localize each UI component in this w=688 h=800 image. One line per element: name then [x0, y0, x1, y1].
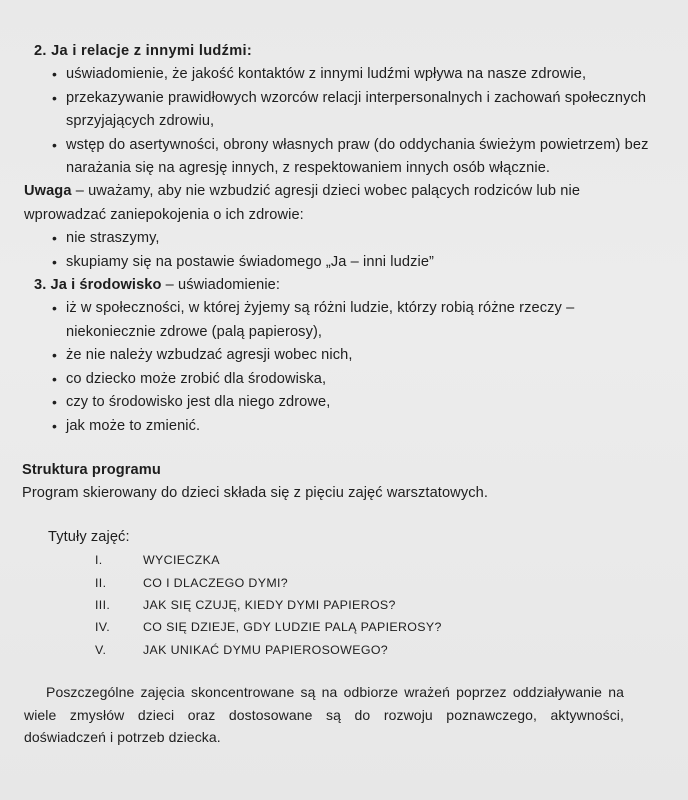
section-3-title: 3. Ja i środowisko	[34, 277, 162, 294]
roman-numeral: III.	[95, 597, 111, 612]
note-list	[14, 227, 664, 274]
note-text: – uważamy, aby nie wzbudzić agresji dzieci wobec palących rodziców lub nie wprowadzać zaniepokojenia o ich zdrowie:	[24, 183, 581, 223]
list-item: • przekazywanie prawidłowych wzorców relacji interpersonalnych i zachowań społecznych sprzyjających zdrowiu,	[52, 87, 664, 134]
roman-numeral: V.	[95, 642, 107, 657]
structure-text: Program skierowany do dzieci składa się z pięciu zajęć warsztatowych.	[22, 485, 488, 502]
list-item: • co dziecko może zrobić dla środowiska,	[52, 368, 664, 391]
roman-numeral: I.	[95, 553, 103, 568]
session-title-item	[14, 572, 664, 594]
session-title-item	[14, 549, 664, 571]
titles-label: Tytuły zajęć:	[48, 528, 130, 545]
roman-numeral: II.	[95, 575, 107, 590]
list-item: • nie straszymy,	[52, 227, 664, 250]
list-item: • iż w społeczności, w której żyjemy są różni ludzie, którzy robią różne rzeczy – niekoniecznie zdrowe (palą papierosy),	[52, 297, 664, 344]
section-2-heading: 2. Ja i relacje z innymi ludźmi:	[34, 43, 253, 59]
session-title: CO SIĘ DZIEJE, GDY LUDZIE PALĄ PAPIEROSY?	[143, 620, 442, 635]
note-paragraph	[14, 180, 664, 227]
closing-paragraph: Poszczególne zajęcia skoncentrowane są na odbiorze wrażeń poprzez oddziaływanie na wiele zmysłów dzieci oraz dostosowane są do rozwoju poznawczego, aktywności, doświadczeń i potrzeb dziecka.	[24, 684, 624, 746]
list-item: • czy to środowisko jest dla niego zdrowe,	[52, 391, 664, 414]
program-structure	[14, 459, 664, 506]
session-title-item	[14, 616, 664, 638]
roman-numeral: IV.	[95, 620, 111, 635]
note-lead: Uwaga	[24, 183, 72, 200]
section-3-title-rest: – uświadomienie:	[161, 277, 281, 294]
structure-title: Struktura programu	[22, 461, 161, 478]
section-3-list	[14, 297, 664, 437]
list-item: • jak może to zmienić.	[52, 415, 664, 438]
section-3-heading	[14, 274, 664, 297]
session-title-item	[14, 639, 664, 661]
list-item: • wstęp do asertywności, obrony własnych praw (do oddychania świeżym powietrzem) bez narażania się na agresję innych, z respektowaniem innych osób włącznie.	[52, 134, 664, 181]
session-title-item	[14, 594, 664, 616]
session-title: CO I DLACZEGO DYMI?	[143, 575, 289, 590]
list-item: • że nie należy wzbudzać agresji wobec nich,	[52, 344, 664, 367]
section-2-list	[14, 63, 664, 180]
document-body	[14, 40, 664, 763]
session-title: WYCIECZKA	[143, 553, 220, 568]
session-title: JAK UNIKAĆ DYMU PAPIEROSOWEGO?	[143, 642, 389, 657]
list-item: • skupiamy się na postawie świadomego „Ja – inni ludzie”	[52, 251, 664, 274]
list-item: • uświadomienie, że jakość kontaktów z innymi ludźmi wpływa na nasze zdrowie,	[52, 63, 664, 86]
session-titles-list	[14, 549, 664, 661]
session-title: JAK SIĘ CZUJĘ, KIEDY DYMI PAPIEROS?	[143, 597, 396, 612]
